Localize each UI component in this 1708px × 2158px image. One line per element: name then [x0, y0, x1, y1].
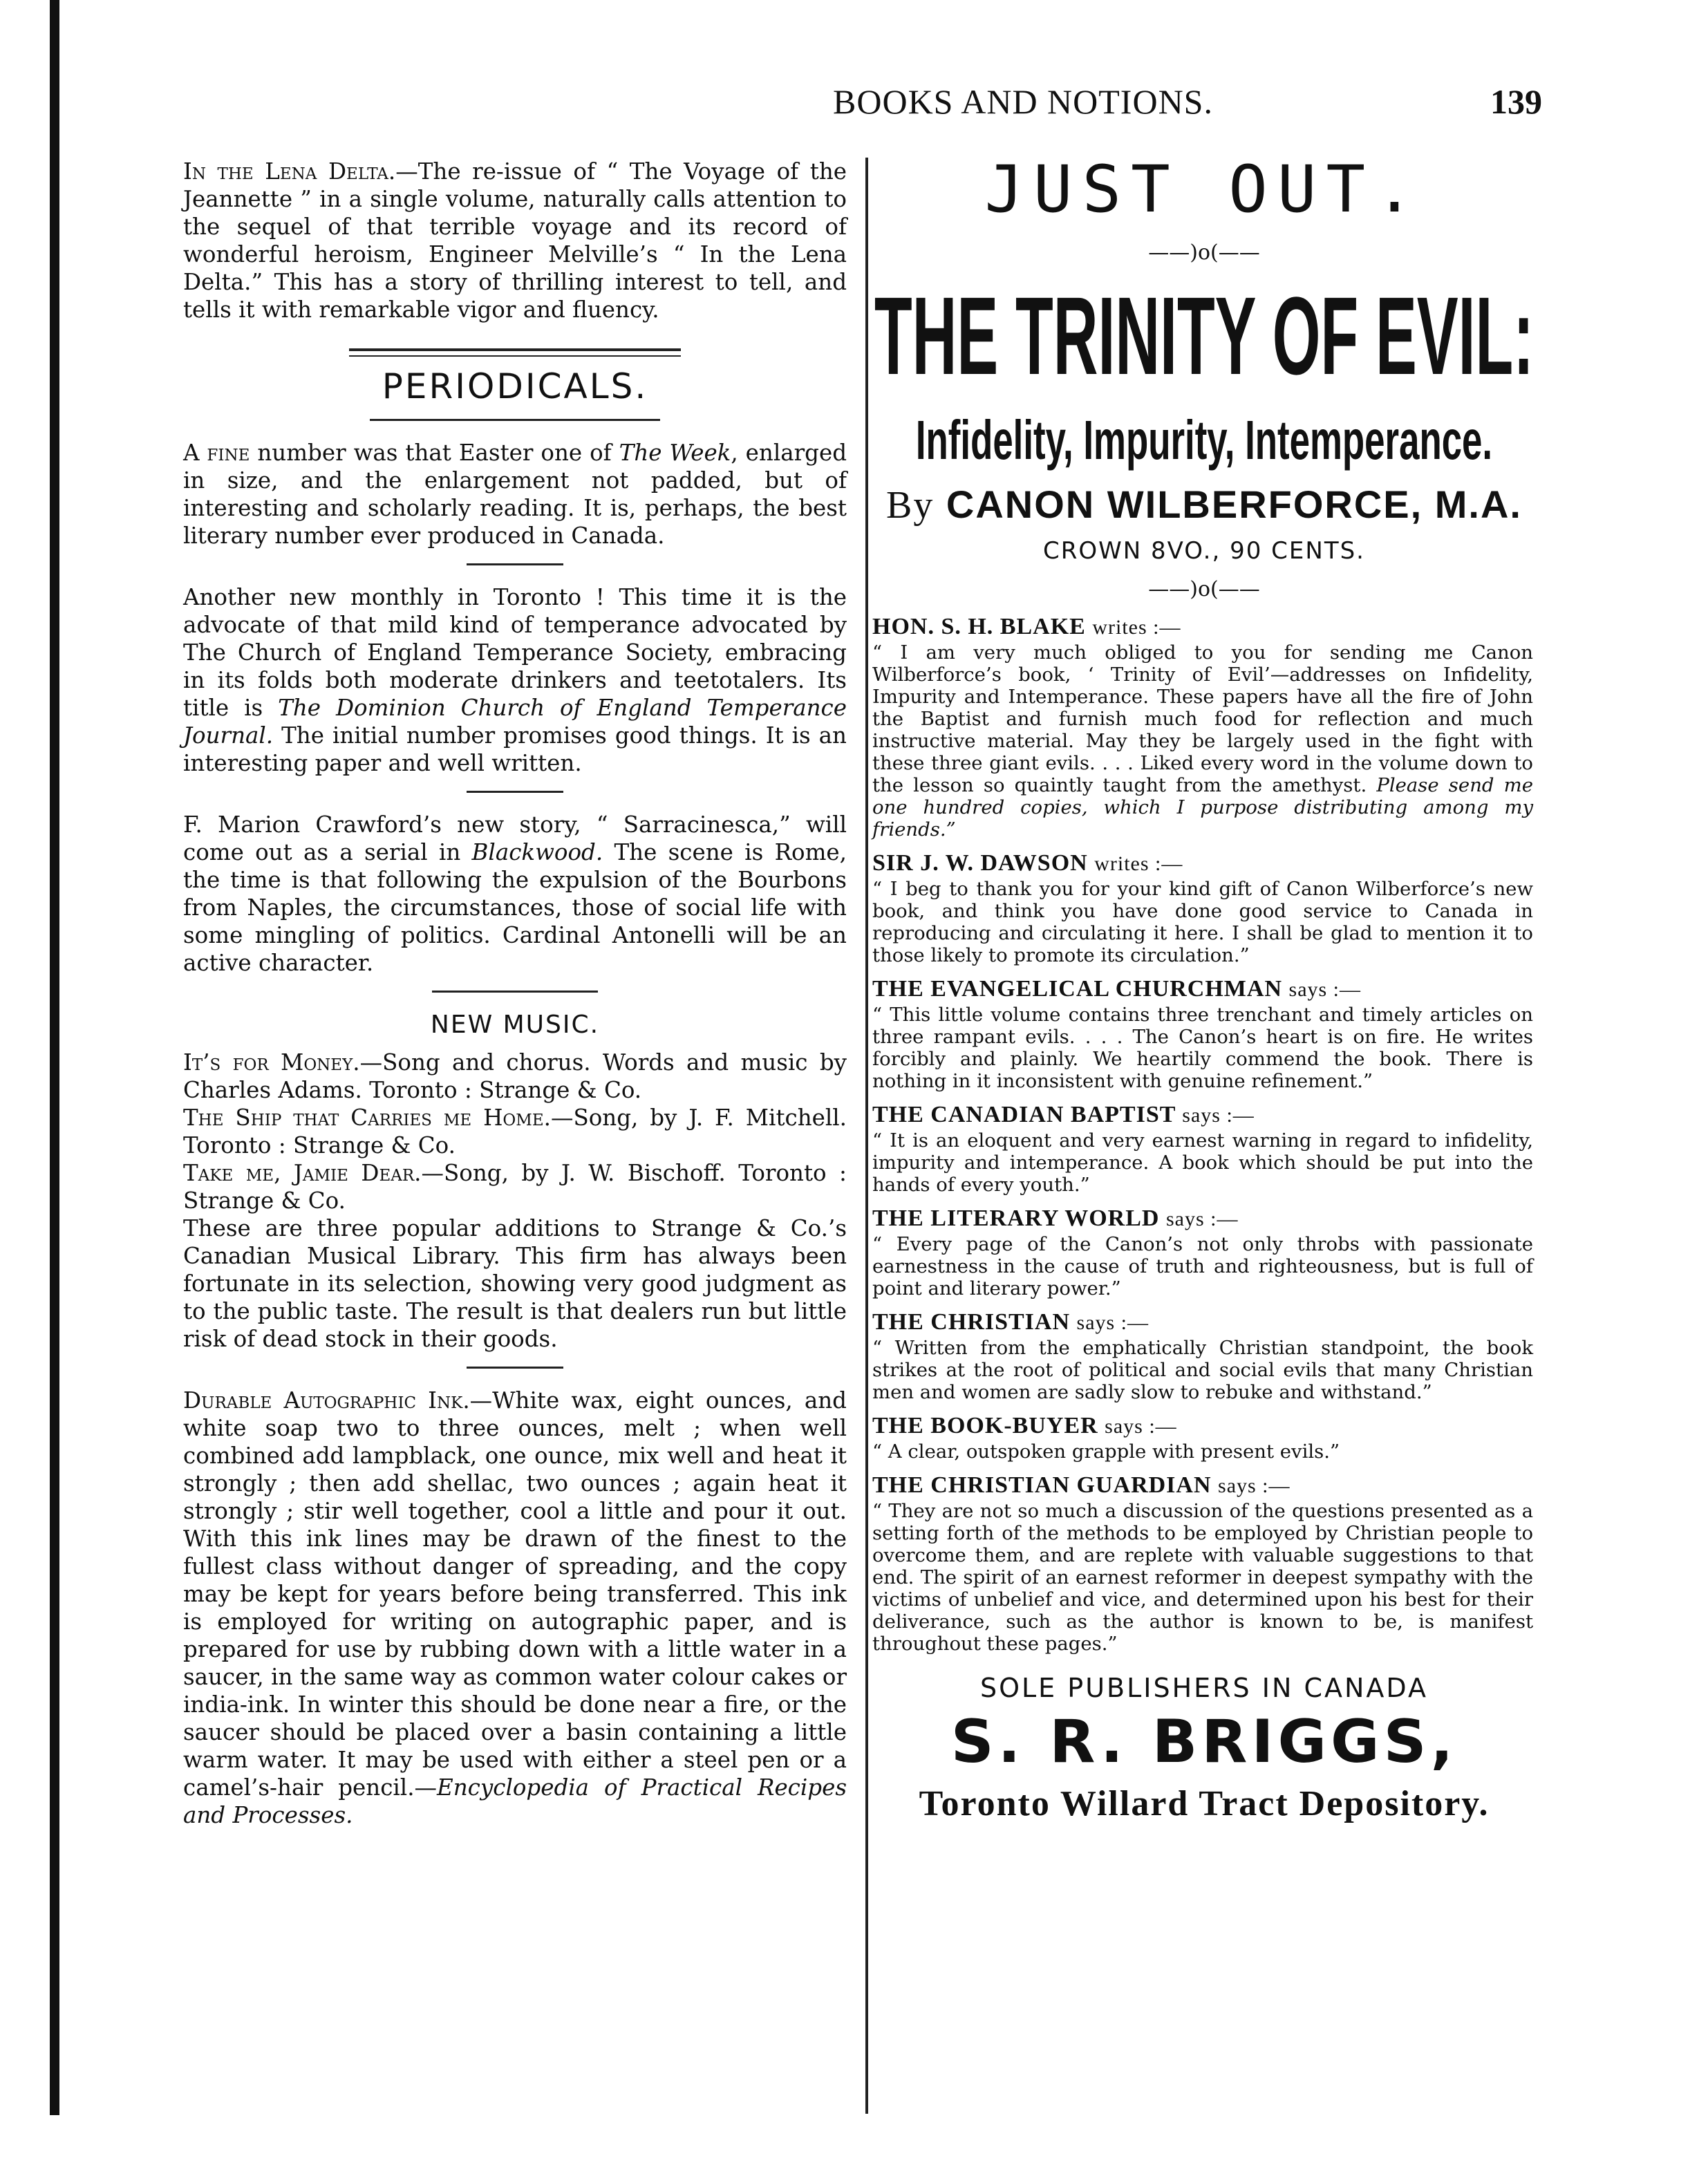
review-verb: says :— — [1218, 1474, 1291, 1497]
crawford-title: Blackwood. — [471, 839, 603, 865]
week-title: The Week — [619, 440, 731, 466]
author-by: By — [886, 484, 935, 527]
publisher-depository: Toronto Willard Tract Depository. — [919, 1784, 1490, 1823]
music-item-1 — [183, 1049, 847, 1104]
review-source: THE LITERARY WORLD — [872, 1205, 1160, 1231]
music-item-3-text: —Song, by J. W. Bischoff. Toronto : Strange & Co. — [183, 1160, 847, 1214]
lena-delta-paragraph — [183, 158, 847, 323]
just-out-heading: JUST OUT. — [984, 152, 1424, 227]
review-text: “ Written from the emphatically Christian standpoint, the book strikes at the root of political and social evils that many Christian men and women are sadly slow to rebuke and withstand.” — [872, 1337, 1533, 1403]
music-item-2-lead: The Ship that Carries me Home. — [183, 1105, 551, 1131]
crawford-paragraph — [183, 811, 847, 977]
review-source: THE CHRISTIAN GUARDIAN — [872, 1472, 1212, 1498]
book-price: CROWN 8VO., 90 CENTS. — [1043, 537, 1365, 565]
review — [872, 614, 1536, 841]
review-source: THE BOOK-BUYER — [872, 1413, 1098, 1438]
book-title: THE TRINITY OF EVIL: — [874, 274, 1535, 397]
music-item-3 — [183, 1159, 847, 1214]
lena-delta-text: —The re-issue of “ The Voyage of the Jeannette ” in a single volume, naturally calls attention to the sequel of that terrible voyage and its record of wonderful heroism, Engineer Melville’s “ In the Lena Delta.” This has a story of thrilling interest to tell, and tells it with remarkable vigor and fluency. — [183, 158, 847, 323]
week-text-2: , enlarged in size, and the enlargement not padded, but of interesting and scholarly reading. It is, perhaps, the best literary number ever produced in Canada. — [183, 440, 847, 549]
music-item-1-lead: It’s for Money. — [183, 1049, 360, 1076]
short-rule — [467, 791, 563, 793]
advertisement — [872, 152, 1536, 1824]
ornament: ——)o(—— — [1148, 577, 1260, 601]
review — [872, 1413, 1536, 1463]
short-rule — [467, 563, 563, 565]
monthly-text-2: The initial number promises good things. It is an interesting paper and well written. — [183, 722, 847, 776]
author-name: CANON WILBERFORCE, M.A. — [946, 482, 1522, 526]
review-italic: Please send me one hundred copies, which I purpose distributing among my friends.” — [872, 774, 1533, 841]
review-source: HON. S. H. BLAKE — [872, 614, 1086, 639]
review-text: “ They are not so much a discussion of the questions presented as a setting forth of the methods to be employed by Christian people to overcome them, and are replete with valuable suggestions to that end. The spirit of an earnest reformer in deepest sympathy with the victims of unbelief and vice, and determined upon his best for their deliverance, such as the author is known to be, is manifest throughout these pages.” — [872, 1500, 1533, 1655]
review-source: THE EVANGELICAL CHURCHMAN — [872, 976, 1283, 1002]
review-verb: writes :— — [1094, 852, 1183, 875]
lena-delta-lead: In the Lena Delta. — [183, 158, 396, 185]
review-verb: writes :— — [1092, 616, 1181, 639]
ink-paragraph — [183, 1387, 847, 1829]
periodicals-heading: PERIODICALS. — [382, 366, 648, 406]
book-author — [872, 482, 1536, 527]
review — [872, 1472, 1536, 1655]
crawford-text-2: The scene is Rome, the time is that following the expulsion of the Bourbons from Naples, the circumstances, those of social life with some mingling of politics. Cardinal Antonelli will be an active character. — [183, 839, 847, 976]
music-note: These are three popular additions to Strange & Co.’s Canadian Musical Library. This firm has always been fortunate in its selection, showing very good judgment as to the public taste. The result is that dealers run but little risk of dead stock in their goods. — [183, 1215, 847, 1352]
music-item-2 — [183, 1104, 847, 1159]
week-paragraph — [183, 439, 847, 550]
review-text: “ I am very much obliged to you for sending me Canon Wilberforce’s book, ‘ Trinity of Evil’—addresses on Infidelity, Impurity and Intemperance. These papers have all the fire of John the Baptist and furnish much food for reflection and much instructive material. May they be largely used in the fight with these three giant evils. . . . Liked every word in the volume down to the lesson so quaintly taught from the amethyst. — [872, 641, 1533, 796]
review-text: “ This little volume contains three trenchant and timely articles on three rampant evils. . . . The Canon’s heart is on fire. He writes forcibly and plainly. We heartily commend the book. There is nothing in it inconsistent with genuine refinement.” — [872, 1004, 1533, 1092]
music-item-2-text: —Song, by J. F. Mitchell. Toronto : Strange & Co. — [183, 1105, 847, 1158]
short-rule — [432, 991, 598, 993]
ornament: ——)o(—— — [1148, 241, 1260, 265]
heading-rule — [370, 419, 660, 421]
music-item-1-text: —Song and chorus. Words and music by Charles Adams. Toronto : Strange & Co. — [183, 1049, 847, 1103]
review-text: “ It is an eloquent and very earnest warning in regard to infidelity, impurity and intemperance. A book which should be put into the hands of every youth.” — [872, 1129, 1533, 1196]
page-number: 139 — [1490, 82, 1542, 121]
monthly-paragraph — [183, 583, 847, 777]
review — [872, 1309, 1536, 1403]
review-text: “ I beg to thank you for your kind gift of Canon Wilberforce’s new book, and think you have done good service to Canada in reproducing and circulating it here. I shall be glad to mention it to those likely to promote its circulation.” — [872, 878, 1533, 966]
week-text-1: number was that Easter one of — [250, 440, 619, 466]
binding-edge — [50, 0, 59, 2115]
week-lead: A fine — [183, 440, 250, 466]
crawford-text-1: F. Marion Crawford’s new story, “ Sarracinesca,” will come out as a serial in — [183, 811, 847, 865]
short-rule — [467, 1367, 563, 1369]
ink-source: Encyclopedia of Practical Recipes and Processes. — [183, 1774, 847, 1828]
left-column — [183, 158, 847, 1829]
running-header: BOOKS AND NOTIONS. — [833, 82, 1213, 121]
double-rule — [349, 348, 681, 357]
music-item-3-lead: Take me, Jamie Dear. — [183, 1160, 422, 1186]
review-source: THE CHRISTIAN — [872, 1309, 1071, 1335]
review-text: “ A clear, outspoken grapple with present evils.” — [872, 1441, 1340, 1463]
monthly-title: The Dominion Church of England Temperance Journal. — [183, 695, 847, 749]
publisher-name: S. R. BRIGGS, — [950, 1707, 1458, 1776]
ink-text: —White wax, eight ounces, and white soap two to three ounces, melt ; when well combined add lampblack, one ounce, mix well and heat it strongly ; then add shellac, two ounces ; again heat it strongly ; stir well together, cool a little and pour it out. With this ink lines may be drawn of the finest to the fullest class without danger of spreading, and the copy may be kept for years before being transferred. This ink is employed for writing on autographic paper, and is prepared for use by rubbing down with a little water in a saucer, in the same way as common water colour cakes or india-ink. In winter this should be done near a fire, or the saucer should be placed over a basin containing a little warm water. It may be used with either a steel pen or a camel’s-hair pencil.— — [183, 1387, 847, 1801]
ink-lead: Durable Autographic Ink. — [183, 1387, 470, 1414]
review — [872, 976, 1536, 1092]
sole-publishers-label: SOLE PUBLISHERS IN CANADA — [979, 1673, 1429, 1703]
review-text: “ Every page of the Canon’s not only throbs with passionate earnestness in the cause of truth and righteousness, but is full of point and literary power.” — [872, 1233, 1533, 1300]
monthly-text-1: Another new monthly in Toronto ! This time it is the advocate of that mild kind of temperance advocated by The Church of England Temperance Society, embracing in its folds both moderate drinkers and teetotalers. Its title is — [183, 584, 847, 721]
review-verb: says :— — [1076, 1311, 1149, 1334]
new-music-heading: NEW MUSIC. — [430, 1011, 600, 1039]
review-verb: says :— — [1182, 1104, 1255, 1127]
review-source: SIR J. W. DAWSON — [872, 850, 1088, 876]
review-verb: says :— — [1288, 978, 1362, 1001]
review-source: THE CANADIAN BAPTIST — [872, 1102, 1176, 1127]
review — [872, 850, 1536, 966]
reviews — [872, 614, 1536, 1655]
book-subtitle: Infidelity, Impurity, Intemperance. — [915, 409, 1493, 471]
review — [872, 1102, 1536, 1196]
review — [872, 1205, 1536, 1300]
review-verb: says :— — [1165, 1208, 1239, 1230]
review-verb: says :— — [1105, 1415, 1177, 1438]
